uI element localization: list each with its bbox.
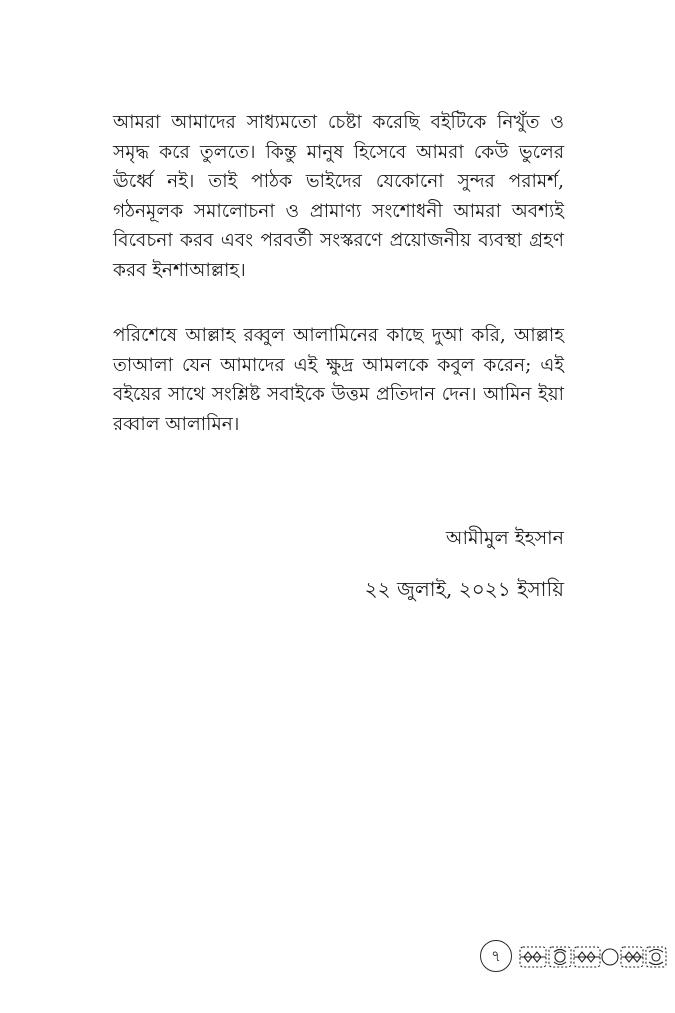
body-paragraph: পরিশেষে আল্লাহ রব্বুল আলামিনের কাছে দুআ করি, আল্লাহ তাআলা যেন আমাদের এই ক্ষুদ্র আমলকে কবুল করেন; এই বইয়ের সাথে সংশ্লিষ্ট সবাইকে উত্তম প্রতিদান দেন। আমিন ইয়া রব্বাল আলামিন।	[113, 325, 564, 435]
page-number: ৭	[480, 940, 512, 972]
signature-date: ২২ জুলাই, ২০২১ ইসায়ি	[364, 577, 564, 601]
author-signature: আমীমুল ইহসান	[445, 527, 564, 549]
page-footer	[480, 940, 670, 976]
decorative-border-icon	[518, 943, 668, 971]
body-paragraph: আমরা আমাদের সাধ্যমতো চেষ্টা করেছি বইটিকে নিখুঁত ও সমৃদ্ধ করে তুলতে। কিন্তু মানুষ হিসেবে আমরা কেউ ভুলের ঊর্ধ্বে নই। তাই পাঠক ভাইদের যেকোনো সুন্দর পরামর্শ, গঠনমূলক সমালোচনা ও প্রামাণ্য সংশোধনী আমরা অবশ্যই বিবেচনা করব এবং পরবর্তী সংস্করণে প্রয়োজনীয় ব্যবস্থা গ্রহণ করব ইনশাআল্লাহ।	[113, 112, 564, 281]
